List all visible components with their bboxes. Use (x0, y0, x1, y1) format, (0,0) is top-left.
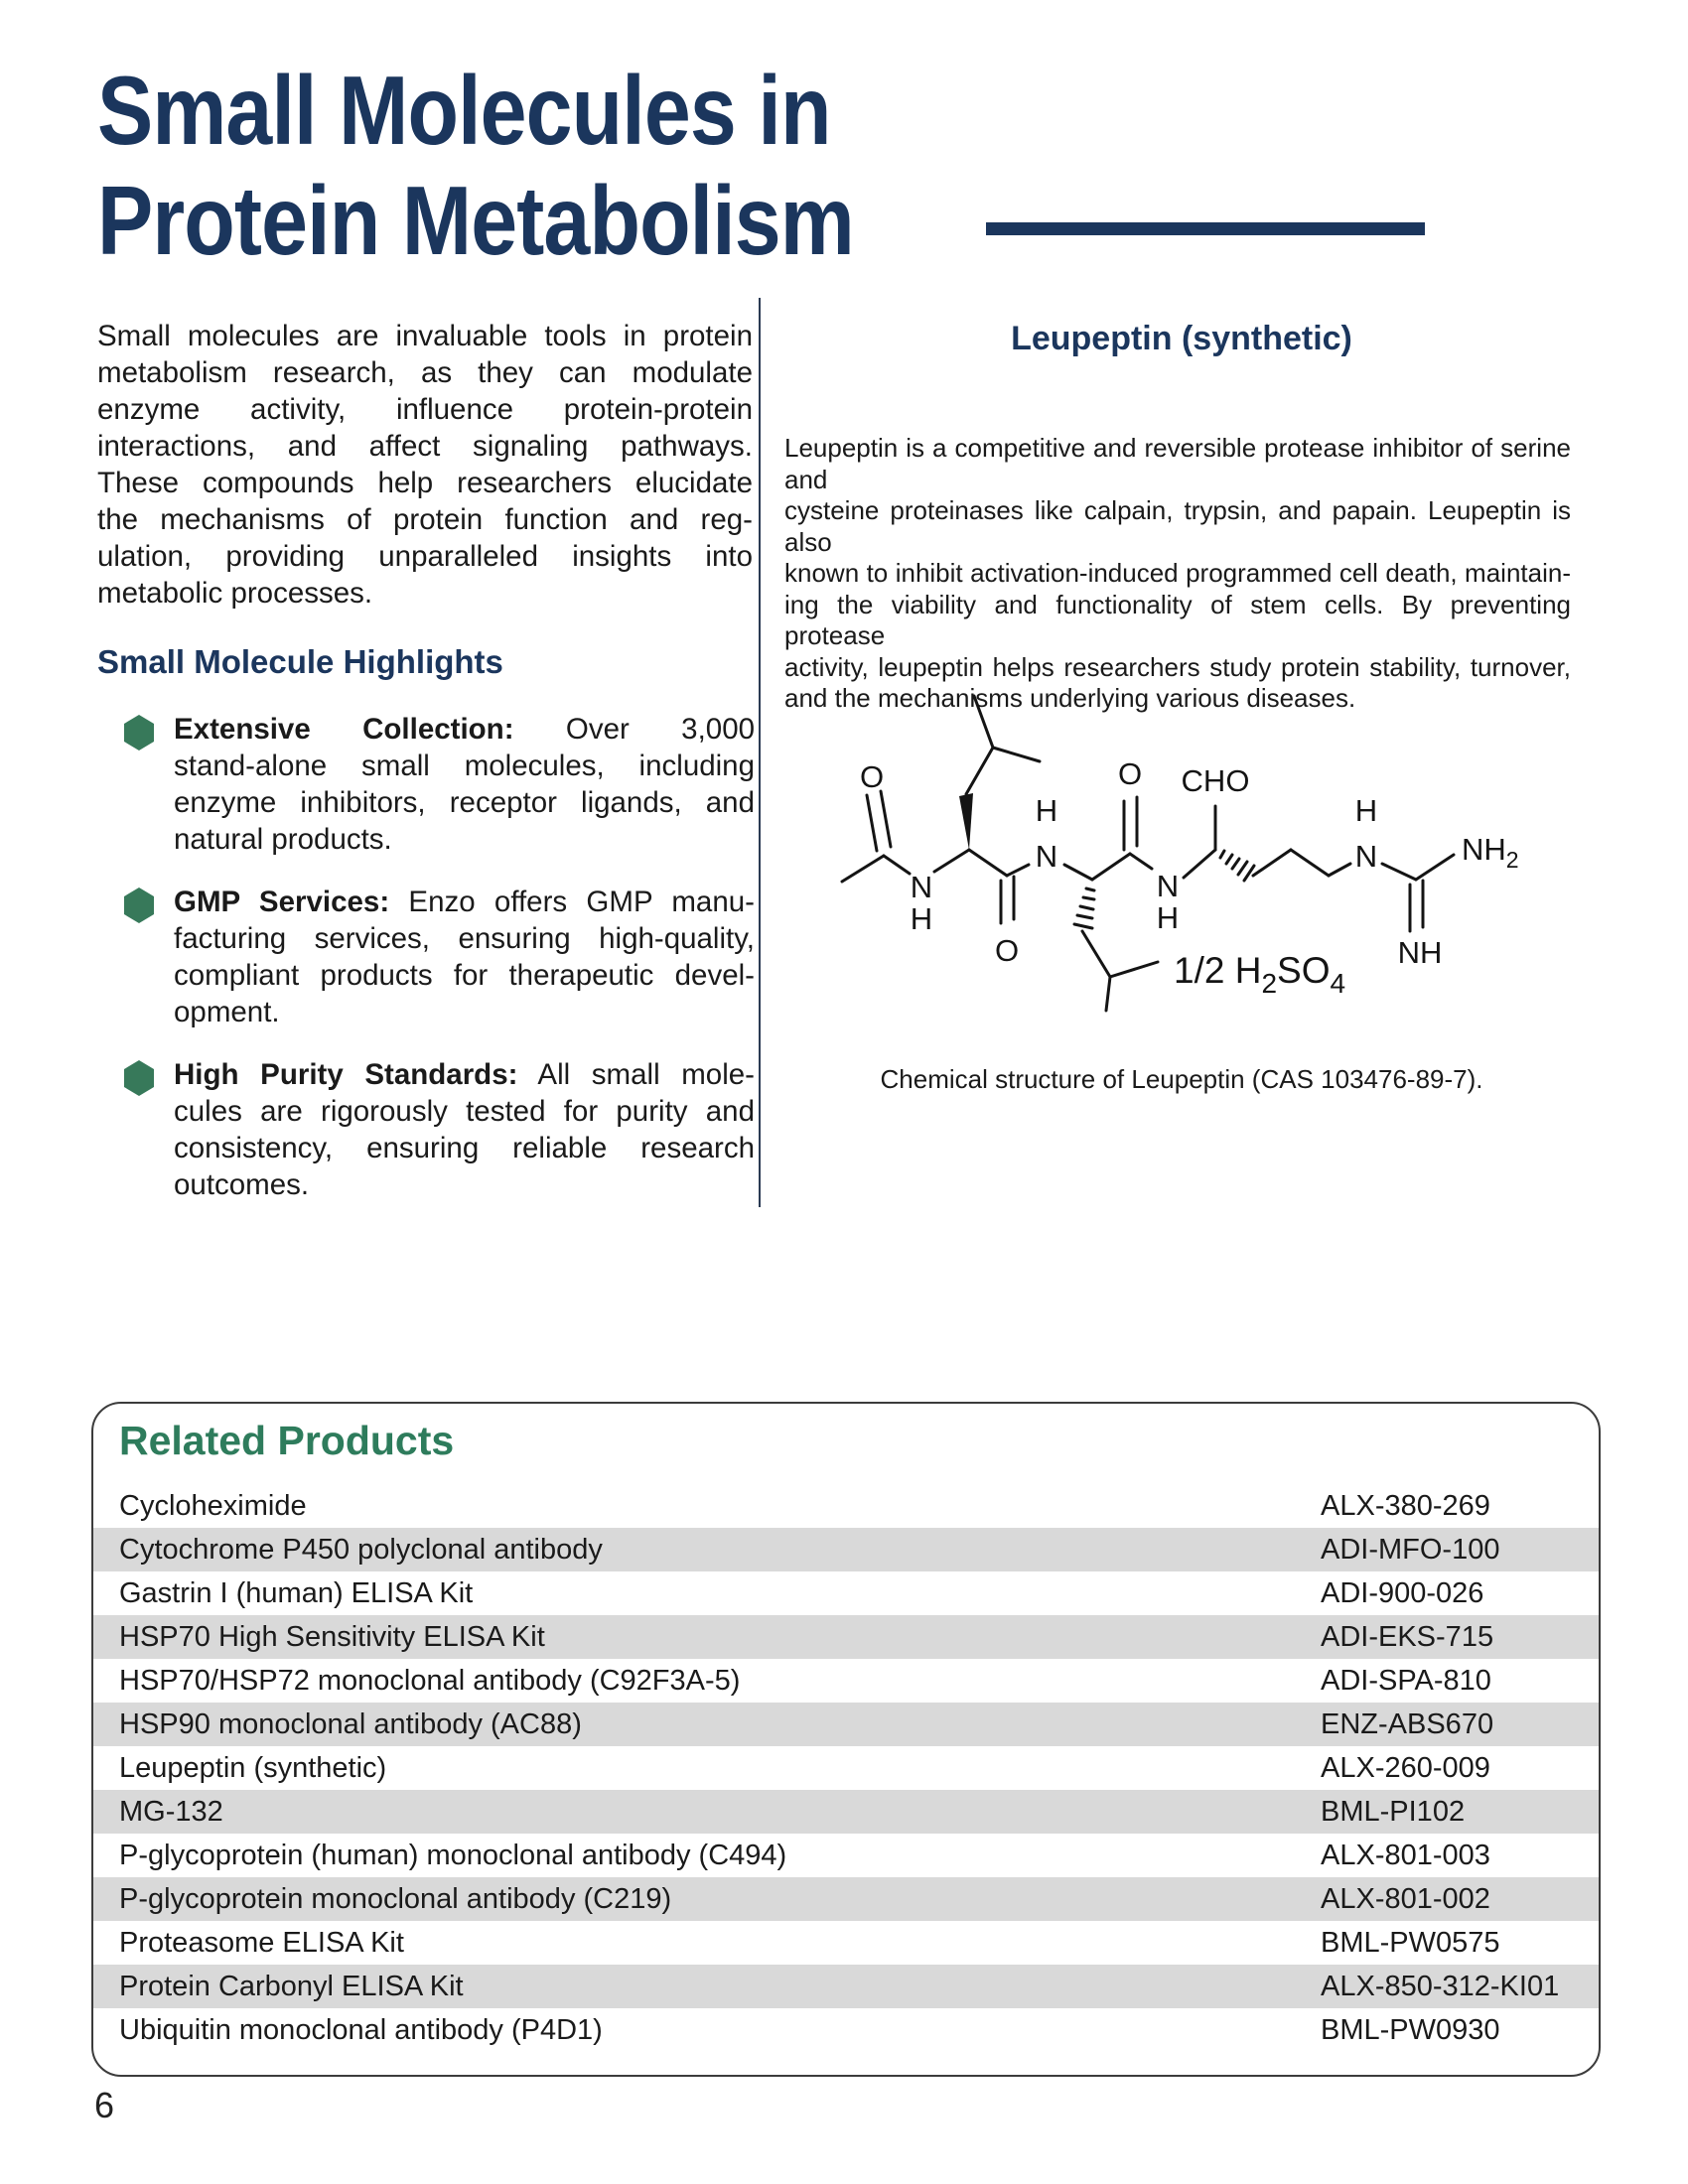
catalog-number: BML-PW0575 (1321, 1926, 1500, 1959)
paragraph-line: cysteine proteinases like calpain, trypsin, and papain. Leupeptin is also (784, 495, 1571, 557)
atom-label-h2: H (1035, 793, 1058, 828)
atom-label-h1: H (910, 901, 933, 936)
intro-line: the mechanisms of protein function and reg- (97, 503, 753, 536)
atom-label-o2: O (994, 933, 1020, 968)
paragraph-line: ing the viability and functionality of stem cells. By preventing protease (784, 589, 1571, 650)
catalog-number: ALX-380-269 (1321, 1489, 1490, 1522)
column-divider (759, 298, 761, 1207)
highlight-line: cules are rigorously tested for purity and (174, 1095, 755, 1128)
highlight-line: stand-alone small molecules, including (174, 750, 755, 782)
highlight-item (97, 711, 755, 858)
salt-formula: 1/2 $H_2SO_4$ (1174, 950, 1346, 999)
hexagon-bullet-icon (124, 1060, 154, 1096)
table-row (93, 1834, 1599, 1877)
related-products-heading: Related Products (119, 1418, 455, 1463)
highlight-line: GMP Services: Enzo offers GMP manu- (174, 886, 755, 918)
paragraph-line: known to inhibit activation-induced programmed cell death, maintain- (784, 558, 1571, 588)
table-row (93, 1659, 1599, 1703)
highlight-line: opment. (174, 996, 280, 1028)
page-number: 6 (94, 2085, 115, 2125)
table-row (93, 2008, 1599, 2052)
structure-caption: Chemical structure of Leupeptin (CAS 103476-89-7). (880, 1064, 1483, 1094)
atom-label-h4: H (1354, 793, 1378, 828)
table-row (93, 1484, 1599, 1528)
product-name: Leupeptin (synthetic) (119, 1751, 387, 1784)
catalog-number: ADI-900-026 (1321, 1576, 1484, 1609)
highlight-line: outcomes. (174, 1168, 310, 1201)
intro-line: Small molecules are invaluable tools in protein (97, 320, 753, 352)
highlight-line: compliant products for therapeutic devel- (174, 959, 755, 992)
atom-label-n2: N (1035, 839, 1058, 874)
atom-label-h3: H (1156, 900, 1180, 935)
highlight-lead: GMP Services: (174, 886, 390, 918)
product-name: P-glycoprotein (human) monoclonal antibody (C494) (119, 1839, 787, 1871)
catalog-number: ADI-EKS-715 (1321, 1620, 1494, 1653)
product-name: P-glycoprotein monoclonal antibody (C219) (119, 1882, 672, 1915)
table-row (93, 1571, 1599, 1615)
product-name: Gastrin I (human) ELISA Kit (119, 1576, 474, 1609)
highlight-lead: Extensive Collection: (174, 713, 514, 746)
highlights-heading: Small Molecule Highlights (97, 643, 503, 680)
page-title (97, 56, 854, 276)
table-row (93, 1615, 1599, 1659)
product-name: HSP70/HSP72 monoclonal antibody (C92F3A-5) (119, 1664, 741, 1697)
table-row (93, 1921, 1599, 1965)
atom-label-nh: NH (1397, 935, 1443, 970)
hexagon-bullet-icon (124, 715, 154, 751)
product-name: Proteasome ELISA Kit (119, 1926, 404, 1959)
highlight-line: facturing services, ensuring high-quality, (174, 922, 755, 955)
catalog-number: ALX-260-009 (1321, 1751, 1490, 1784)
chemical-structure (824, 675, 1579, 1013)
highlight-line: natural products. (174, 823, 392, 856)
atom-label-o3: O (1117, 756, 1143, 791)
intro-line: These compounds help researchers elucidate (97, 467, 753, 499)
atom-label-nh2: $NH_2$ (1462, 832, 1519, 873)
product-name: Cycloheximide (119, 1489, 307, 1522)
table-row (93, 1746, 1599, 1790)
highlight-line: consistency, ensuring reliable research (174, 1132, 755, 1164)
atom-label-n4: N (1354, 839, 1378, 874)
product-name: Protein Carbonyl ELISA Kit (119, 1970, 464, 2002)
product-name: HSP90 monoclonal antibody (AC88) (119, 1707, 582, 1740)
highlight-line: Extensive Collection: Over 3,000 (174, 713, 756, 746)
wedge-bond (959, 793, 973, 850)
table-row (93, 1528, 1599, 1571)
hexagon-bullet-icon (124, 887, 154, 923)
atom-label-n3: N (1156, 869, 1180, 903)
catalog-number: ALX-801-003 (1321, 1839, 1490, 1871)
catalog-number: ADI-SPA-810 (1321, 1664, 1491, 1697)
paragraph-line: activity, leupeptin helps researchers study protein stability, turnover, (784, 651, 1571, 682)
highlight-line: enzyme inhibitors, receptor ligands, and (174, 786, 755, 819)
catalog-number: BML-PW0930 (1321, 2013, 1500, 2046)
atom-label-cho: CHO (1181, 763, 1250, 798)
table-row (93, 1703, 1599, 1746)
intro-paragraph (97, 318, 753, 612)
product-name: MG-132 (119, 1795, 223, 1828)
table-row (93, 1790, 1599, 1834)
leupeptin-paragraph (784, 433, 1571, 715)
table-row (93, 1965, 1599, 2008)
atom-label-n1: N (910, 870, 933, 904)
leupeptin-heading: Leupeptin (synthetic) (1011, 320, 1352, 357)
atom-label-o1: O (859, 759, 885, 794)
product-name: Cytochrome P450 polyclonal antibody (119, 1533, 603, 1566)
product-name: Ubiquitin monoclonal antibody (P4D1) (119, 2013, 603, 2046)
intro-line: ulation, providing unparalleled insights into (97, 540, 753, 573)
related-products-panel (91, 1402, 1601, 2077)
catalog-number: ENZ-ABS670 (1321, 1707, 1494, 1740)
paragraph-line: and the mechanisms underlying various diseases. (784, 683, 1356, 713)
catalog-number: ALX-801-002 (1321, 1882, 1490, 1915)
highlight-lead: High Purity Standards: (174, 1058, 518, 1091)
page-title-line2: Protein Metabolism (97, 166, 854, 275)
intro-line: interactions, and affect signaling pathways. (97, 430, 753, 463)
intro-line: metabolism research, as they can modulate (97, 356, 753, 389)
highlight-item (97, 884, 755, 1030)
related-products-table (93, 1484, 1599, 2052)
table-row (93, 1877, 1599, 1921)
catalog-number: ADI-MFO-100 (1321, 1533, 1500, 1566)
intro-line: enzyme activity, influence protein-protein (97, 393, 753, 426)
intro-line: metabolic processes. (97, 577, 373, 610)
product-name: HSP70 High Sensitivity ELISA Kit (119, 1620, 545, 1653)
catalog-number: ALX-850-312-KI01 (1321, 1970, 1560, 2002)
highlight-line: High Purity Standards: All small mole- (174, 1058, 755, 1091)
paragraph-line: Leupeptin is a competitive and reversible protease inhibitor of serine and (784, 433, 1571, 494)
page-title-line1: Small Molecules in (97, 56, 831, 165)
highlight-item (97, 1056, 755, 1203)
highlights-list (97, 711, 755, 1229)
title-rule (986, 222, 1425, 235)
structure-svg (824, 675, 1579, 1013)
catalog-number: BML-PI102 (1321, 1795, 1466, 1828)
